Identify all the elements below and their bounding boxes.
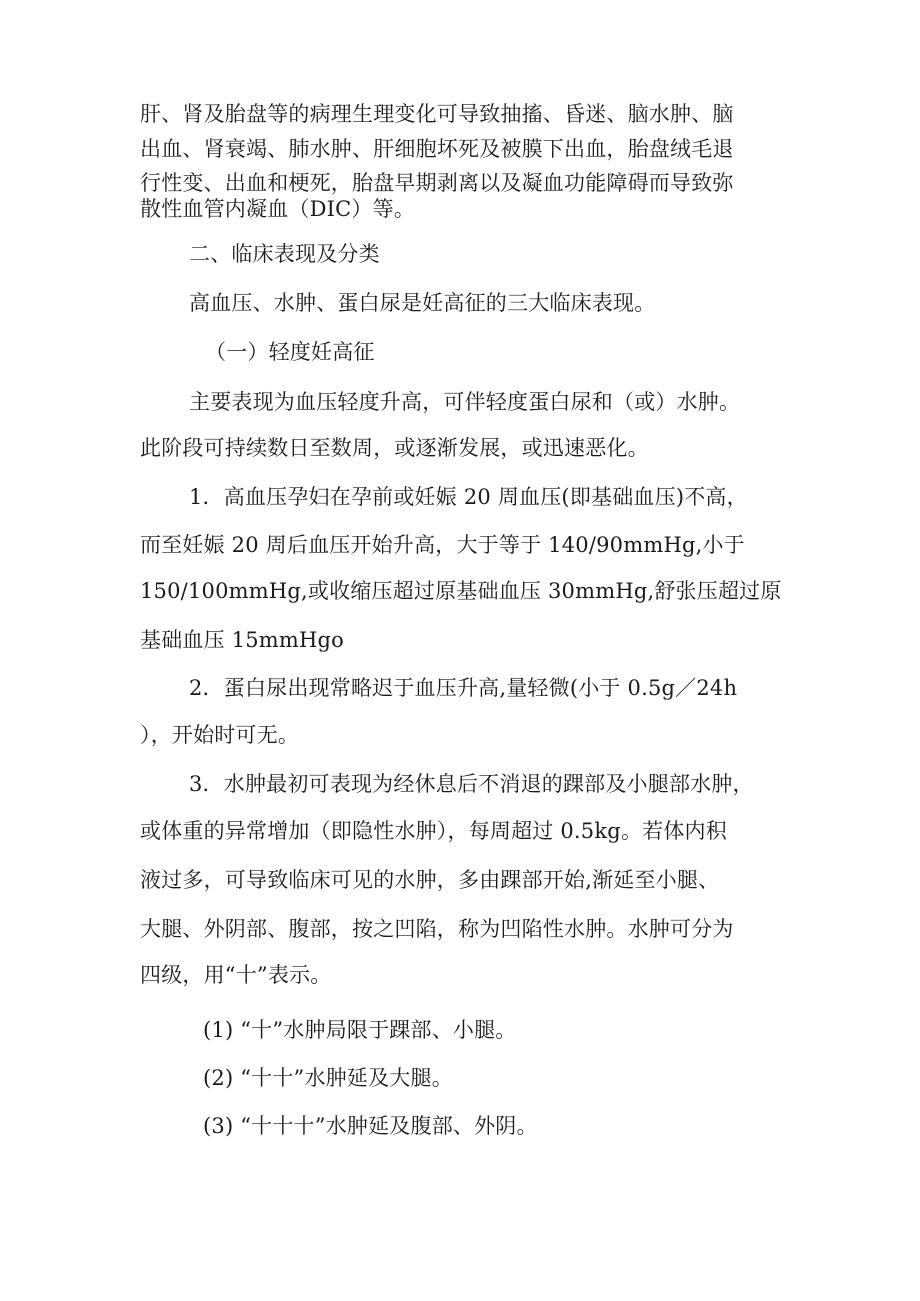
text-line: 基础血压 15mmHgo	[140, 628, 345, 652]
text-line: 液过多，可导致临床可见的水肿，多由踝部开始,渐延至小腿、	[140, 868, 720, 892]
text-line: 或体重的异常增加（即隐性水肿），每周超过 0.5kg。若体内积	[140, 819, 727, 843]
text-line: 散性血管内凝血（DIC）等。	[140, 197, 415, 221]
text-line: 大腿、外阴部、腹部，按之凹陷，称为凹陷性水肿。水肿可分为	[140, 917, 734, 941]
list-item: (2) “十十”水肿延及大腿。	[203, 1066, 453, 1090]
text-line: 行性变、出血和梗死，胎盘早期剥离以及凝血功能障碍而导致弥	[140, 171, 734, 195]
text-line: 主要表现为血压轻度升高，可伴轻度蛋白尿和（或）水肿。	[189, 390, 741, 414]
text-line: 四级，用“十”表示。	[140, 963, 332, 987]
list-item: (1) “十”水肿局限于踝部、小腿。	[203, 1018, 517, 1042]
text-line: 而至妊娠 20 周后血压开始升高，大于等于 140/90mmHg,小于	[140, 533, 745, 557]
text-line: 此阶段可持续数日至数周，或逐渐发展，或迅速恶化。	[140, 436, 649, 460]
text-line: ），开始时可无。	[140, 723, 300, 747]
text-line: 出血、肾衰竭、肺水肿、肝细胞坏死及被膜下出血，胎盘绒毛退	[140, 137, 734, 161]
text-line: 3．水肿最初可表现为经休息后不消退的踝部及小腿部水肿，	[189, 772, 754, 796]
text-line: 高血压、水肿、蛋白尿是妊高征的三大临床表现。	[189, 291, 656, 315]
subsection-heading: （一）轻度妊高征	[205, 340, 375, 364]
text-line: 150/100mmHg,或收缩压超过原基础血压 30mmHg,舒张压超过原	[140, 579, 782, 603]
text-line: 2．蛋白尿出现常略迟于血压升高,量轻微(小于 0.5g／24h	[189, 676, 738, 700]
text-line: 1．高血压孕妇在孕前或妊娠 20 周血压(即基础血压)不高，	[189, 485, 748, 509]
list-item: (3) “十十十”水肿延及腹部、外阴。	[203, 1114, 538, 1138]
section-heading: 二、临床表现及分类	[189, 242, 380, 266]
text-line: 肝、肾及胎盘等的病理生理变化可导致抽搐、昏迷、脑水肿、脑	[140, 102, 734, 126]
